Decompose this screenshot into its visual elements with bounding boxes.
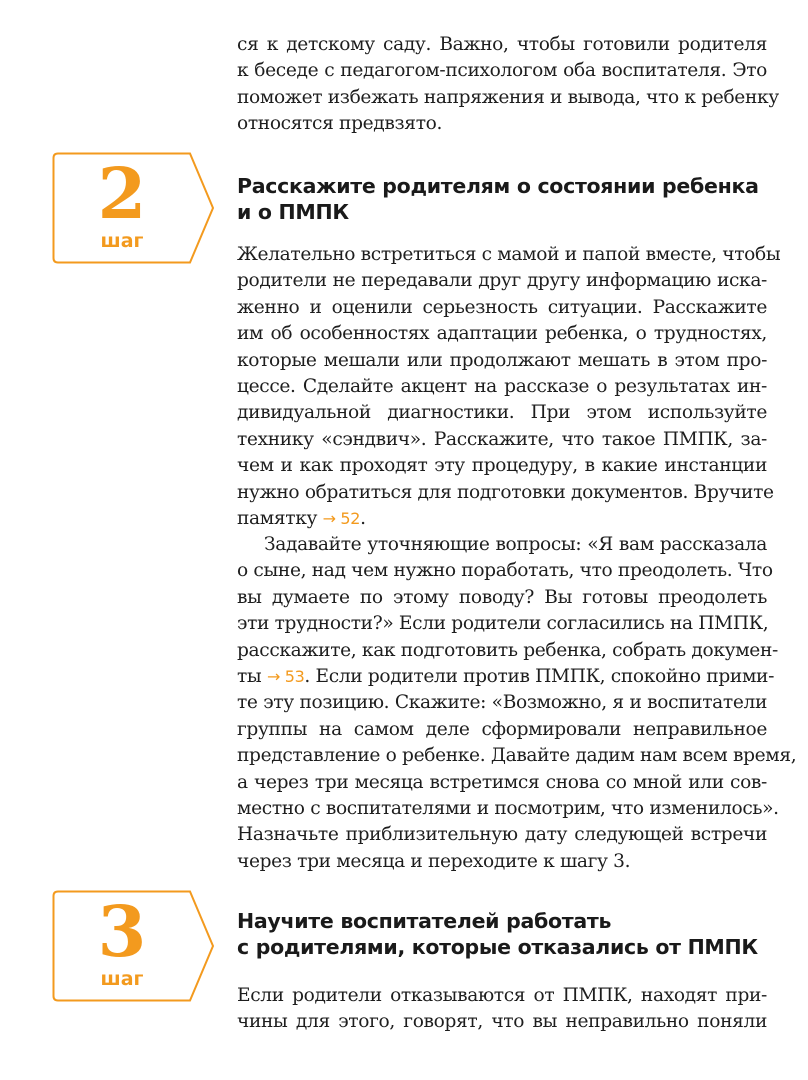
heading-line: Расскажите родителям о состоянии ребенка [237,174,759,198]
text-line: женно и оценили серьезность ситуации. Расскажите [237,296,767,318]
step-2-paragraph-2 [237,532,797,875]
text-line: которые мешали или продолжают мешать в этом про- [237,349,767,371]
heading-line: и о ПМПК [237,200,349,224]
step-2-paragraph-1 [237,242,781,532]
text-line: о сыне, над чем нужно поработать, что преодолеть. Что [237,560,773,582]
text-line: нужно обратиться для подготовки документов. Вручите [237,481,774,503]
text-line [237,664,775,690]
text-line: родители не передавали друг другу информацию иска- [237,270,767,292]
text-line: расскажите, как подготовить ребенка, собрать докумен- [237,639,778,661]
text-line: через три месяца и переходите к шагу 3. [237,850,631,872]
intro-paragraph [237,32,779,138]
step-label: шаг [100,968,144,990]
text-fragment: . Если родители против ПМПК, спокойно прими- [304,665,775,687]
step-number: 3 [97,890,147,973]
step-3-paragraph [237,983,767,1036]
text-line: Желательно встретиться с мамой и папой вместе, чтобы [237,244,781,265]
step-2-badge [52,152,216,264]
text-line: представление о ребенке. Давайте дадим нам всем время, [237,745,797,767]
text-line: вы думаете по этому поводу? Вы готовы преодолеть [237,586,767,608]
text-fragment: . [360,507,366,529]
text-line: ся к детскому саду. Важно, чтобы готовили родителя [237,34,767,55]
text-line: им об особенностях адаптации ребенка, о трудностях, [237,323,767,345]
text-line: к беседе с педагогом-психологом оба воспитателя. Это [237,60,767,82]
text-line: местно с воспитателями и посмотрим, что изменилось». [237,797,779,819]
page-reference-link[interactable]: → 53 [266,666,305,686]
heading-line: с родителями, которые отказались от ПМПК [237,935,758,959]
heading-line: Научите воспитателей работать [237,909,612,933]
step-3-heading [237,908,777,960]
step-2-heading [237,173,777,225]
text-line: относятся предвзято. [237,113,443,135]
step-label: шаг [100,230,144,252]
text-line: эти трудности?» Если родители согласились на ПМПК, [237,613,769,635]
text-line: дивидуальной диагностики. При этом используйте [237,402,767,424]
text-line: Задавайте уточняющие вопросы: «Я вам рассказала [264,534,767,555]
step-3-badge [52,890,216,1002]
text-line: цессе. Сделайте акцент на рассказе о результатах ин- [237,375,767,397]
page-reference-link[interactable]: → 52 [322,508,361,528]
text-line: а через три месяца встретимся снова со мной или сов- [237,771,767,793]
text-fragment: ты [237,665,262,687]
text-fragment: памятку [237,507,318,529]
text-line [237,506,767,532]
step-number: 2 [97,152,147,235]
text-line: группы на самом деле сформировали неправильное [237,718,767,740]
text-line: Назначьте приблизительную дату следующей встречи [237,824,767,846]
text-line: те эту позицию. Скажите: «Возможно, я и воспитатели [237,692,767,714]
text-line: чины для этого, говорят, что вы неправильно поняли [237,1011,767,1033]
text-line: Если родители отказываются от ПМПК, находят при- [237,985,767,1006]
text-line: технику «сэндвич». Расскажите, что такое ПМПК, за- [237,428,767,450]
text-line: чем и как проходят эту процедуру, в какие инстанции [237,455,767,477]
text-line: поможет избежать напряжения и вывода, что к ребенку [237,86,779,108]
